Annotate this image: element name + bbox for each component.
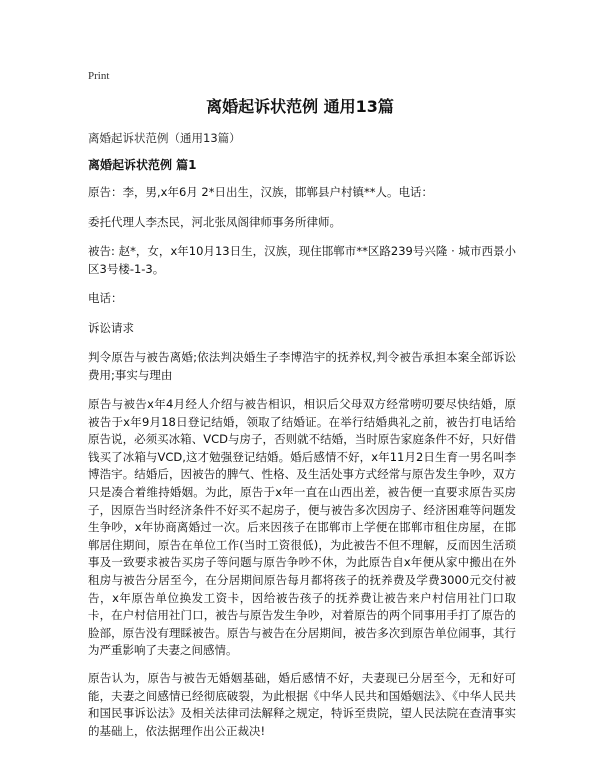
- document-subtitle: 离婚起诉状范例（通用13篇）: [88, 131, 241, 145]
- document-body: [88, 130, 516, 750]
- claims-text: 判令原告与被告离婚;依法判决婚生子李博浩宇的抚养权,判令被告承担本案全部诉讼费用;事实与理由: [88, 350, 516, 382]
- plaintiff-info: 原告：李，男,x年6月 2*日出生，汉族，邯郸县户村镇**人。电话：: [88, 185, 433, 199]
- print-label: Print: [88, 70, 110, 82]
- document-title: 离婚起诉状范例 通用13篇: [206, 97, 394, 116]
- facts-paragraph: 原告与被告x年4月经人介绍与被告相识，相识后父母双方经常唠叨要尽快结婚，原被告于x年9月18日登记结婚，领取了结婚证。在举行结婚典礼之前，被告打电话给原告说，必须买冰箱、VCD与房子，否则就不结婚，当时原告家庭条件不好，只好借钱买了冰箱与VCD,这才勉强登记结婚。婚后感情不好，x年11月2日生育一男名叫李博浩宇。结婚后，因被告的脾气、性格、及生活处事方式经常与原告发生争吵，双方只是凑合着维持婚姻。为此，原告于x年一直在山西出差，被告便一直要求原告买房子，因原告当时经济条件不好买不起房子，便与被告多次因房子、经济困难等问题发生争吵，x年协商离婚过一次。后来因孩子在邯郸市上学便在邯郸市租住房屋，在邯郸居住期间，原告在单位工作(当时工资很低)，为此被告不但不理解，反而因生活琐事及一致要求被告买房子等问题与原告争吵不休，为此原告自x年便从家中搬出在外租房与被告分居至今，在分居期间原告每月都将孩子的抚养费及学费3000元交付被告，x年原告单位换发工资卡，因给被告孩子的抚养费让被告来户村信用社门口取卡，在户村信用社门口，被告与原告发生争吵，对着原告的两个同事用手打了原告的脸部，原告没有理睬被告。原告与被告在分居期间，被告多次到原告单位闹事，其行为严重影响了夫妻之间感情。: [88, 397, 516, 658]
- claims-heading: 诉讼请求: [88, 320, 134, 335]
- phone-line: 电话：: [88, 291, 123, 305]
- conclusion-paragraph: 原告认为，原告与被告无婚姻基础，婚后感情不好，夫妻现已分居至今，无和好可能，夫妻之间感情已经彻底破裂，为此根据《中华人民共和国婚姻法》、《中华人民共和国民事诉讼法》及相关法律司法解释之规定，特诉至贵院，望人民法院在查清事实的基础上，依法据理作出公正裁决!: [88, 670, 516, 738]
- section-heading: 离婚起诉状范例 篇1: [88, 158, 197, 172]
- defendant-info: 被告: 赵*，女，x年10月13日生，汉族，现住邯郸市**区路239号兴隆 · 城市西景小区3号楼-1-3。: [88, 244, 516, 276]
- attorney-info: 委托代理人李杰民，河北张凤阁律师事务所律师。: [88, 214, 341, 229]
